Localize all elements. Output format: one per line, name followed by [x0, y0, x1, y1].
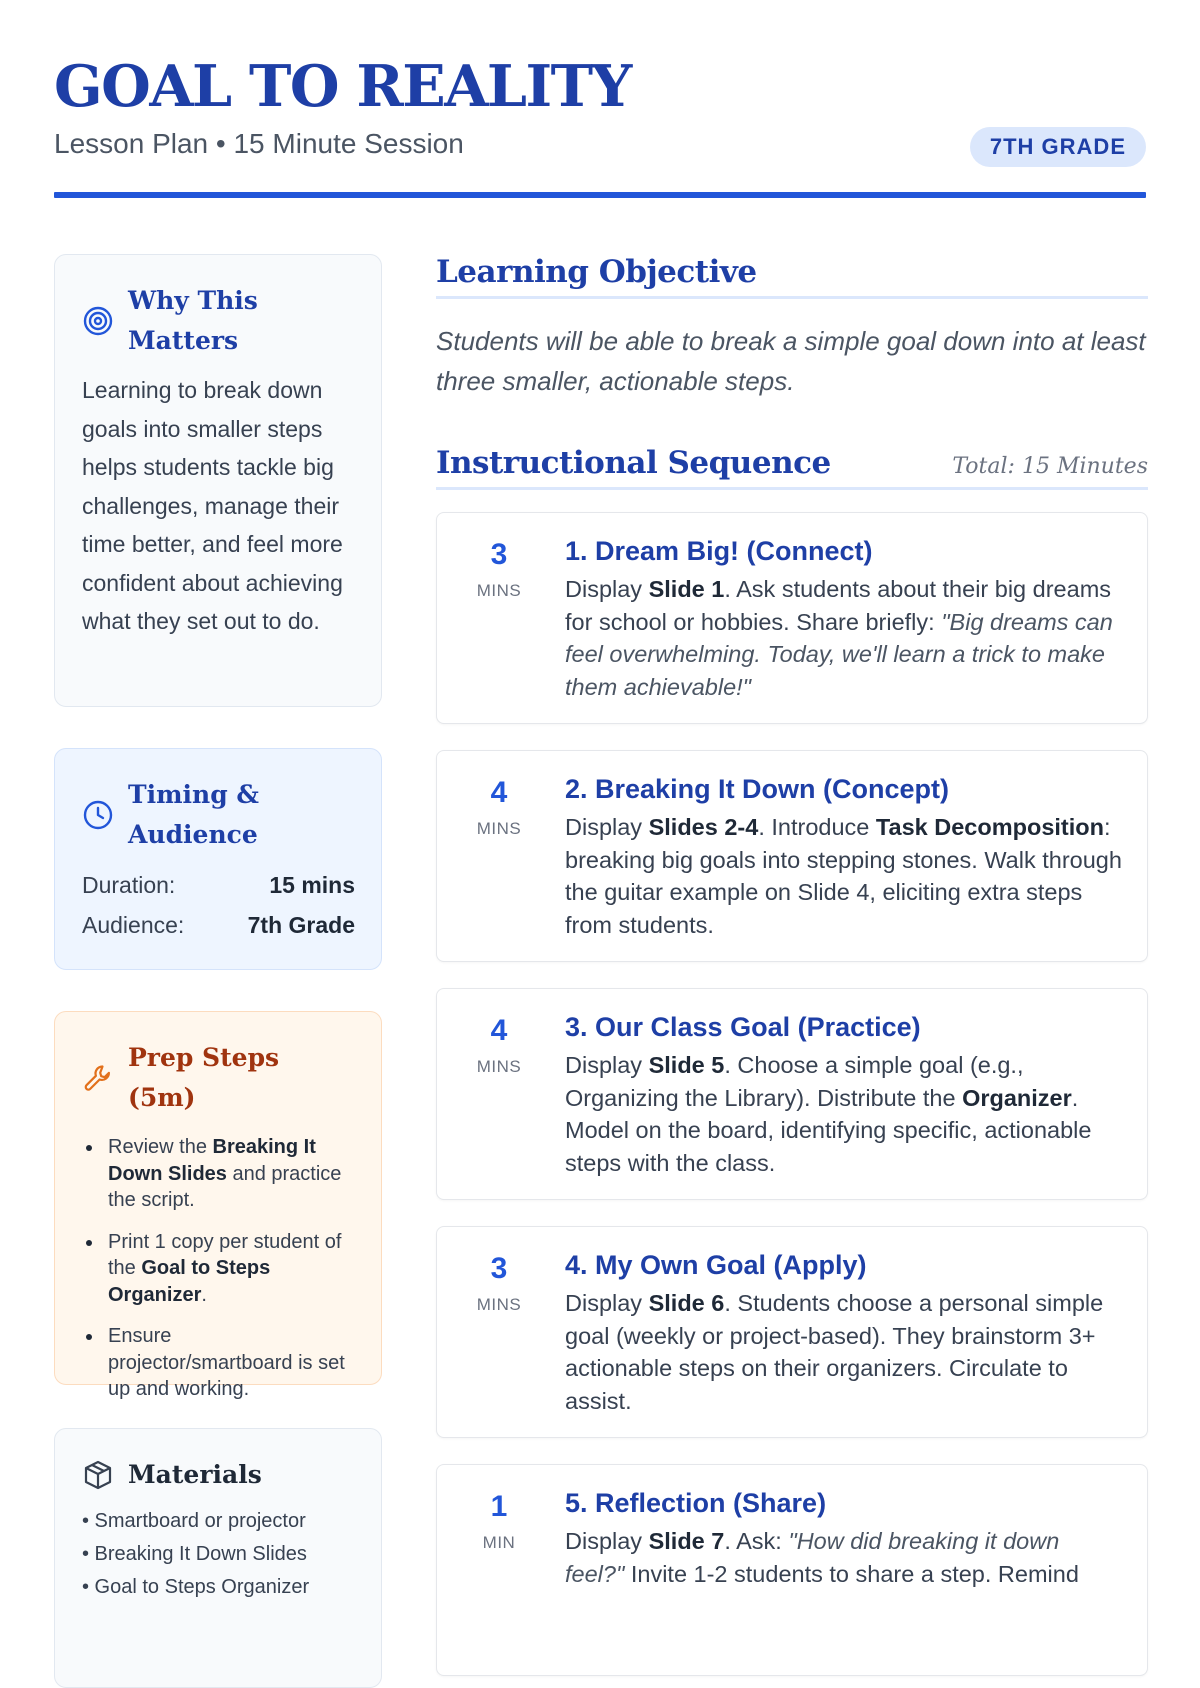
objective-title: Learning Objective	[436, 254, 757, 290]
step-content	[565, 1009, 1123, 1179]
prep-list	[82, 1134, 355, 1403]
step-card	[436, 1464, 1148, 1676]
step-card	[436, 512, 1148, 724]
objective-text: Students will be able to break a simple goal down into at least three smaller, actionable steps.	[436, 326, 1146, 396]
card-title: Timing & Audience	[128, 780, 259, 849]
card-header	[82, 775, 355, 855]
step-title: 2. Breaking It Down (Concept)	[565, 774, 950, 804]
card-header	[82, 1455, 355, 1495]
step-unit: MINS	[476, 1057, 522, 1076]
step-title: 3. Our Class Goal (Practice)	[565, 1012, 921, 1042]
step-card	[436, 1226, 1148, 1438]
list-item: Print 1 copy per student of the Goal to Steps Organizer.	[82, 1229, 355, 1309]
step-unit: MINS	[476, 581, 522, 600]
step-duration	[437, 1489, 561, 1553]
step-unit: MINS	[476, 1295, 522, 1314]
target-icon	[82, 305, 114, 337]
card-title: Materials	[128, 1460, 262, 1489]
step-content	[565, 1485, 1123, 1590]
step-minutes: 3	[490, 1252, 508, 1285]
step-duration	[437, 537, 561, 601]
step-description: Display Slides 2-4. Introduce Task Decomposition: breaking big goals into stepping stones. Walk through the guitar example on Slide 4, eliciting extra steps from students.	[565, 814, 1122, 938]
timing-rows	[82, 865, 355, 945]
duration-row	[82, 865, 355, 905]
header-divider	[54, 192, 1146, 198]
card-title: Prep Steps (5m)	[128, 1043, 280, 1112]
why-this-matters-card	[54, 254, 382, 707]
step-card	[436, 750, 1148, 962]
step-duration	[437, 775, 561, 839]
step-content	[565, 533, 1123, 703]
objective-header	[436, 254, 1148, 299]
box-icon	[82, 1459, 114, 1491]
step-duration	[437, 1013, 561, 1077]
timing-audience-card	[54, 748, 382, 970]
document-header	[54, 53, 1146, 201]
list-item: Ensure projector/smartboard is set up and working.	[82, 1323, 355, 1403]
wrench-icon	[82, 1062, 114, 1094]
list-item: • Goal to Steps Organizer	[82, 1576, 310, 1598]
sequence-title: Instructional Sequence	[436, 445, 831, 481]
step-minutes: 1	[490, 1490, 508, 1523]
materials-list	[82, 1505, 355, 1604]
sequence-header	[436, 445, 1148, 490]
grade-badge: 7TH GRADE	[970, 127, 1146, 167]
list-item: • Breaking It Down Slides	[82, 1543, 307, 1565]
step-minutes: 4	[490, 1014, 508, 1047]
step-description: Display Slide 1. Ask students about their big dreams for school or hobbies. Share briefly: "Big dreams can feel overwhelming. Today, we'll learn a trick to make them achievable!"	[565, 576, 1113, 700]
audience-value: 7th Grade	[247, 912, 355, 938]
step-description: Display Slide 6. Students choose a personal simple goal (weekly or project-based). They brainstorm 3+ actionable steps on their organizers. Circulate to assist.	[565, 1290, 1104, 1414]
audience-label: Audience:	[82, 912, 185, 938]
step-description: Display Slide 5. Choose a simple goal (e.g., Organizing the Library). Distribute the Organizer. Model on the board, identifying specific, actionable steps with the class.	[565, 1052, 1092, 1176]
materials-card	[54, 1428, 382, 1688]
card-header	[82, 281, 355, 361]
clock-icon	[82, 799, 114, 831]
step-unit: MIN	[482, 1533, 516, 1552]
card-title: Why This Matters	[128, 286, 258, 355]
list-item: Review the Breaking It Down Slides and practice the script.	[82, 1134, 355, 1214]
step-title: 1. Dream Big! (Connect)	[565, 536, 873, 566]
list-item: • Smartboard or projector	[82, 1510, 306, 1532]
total-time-label: Total: 15 Minutes	[952, 454, 1148, 479]
step-title: 4. My Own Goal (Apply)	[565, 1250, 867, 1280]
step-content	[565, 771, 1123, 941]
page-subtitle: Lesson Plan • 15 Minute Session	[54, 128, 464, 159]
step-minutes: 3	[490, 538, 508, 571]
main-content	[436, 254, 1148, 1587]
step-duration	[437, 1251, 561, 1315]
page-title: GOAL TO REALITY	[54, 53, 631, 120]
step-content	[565, 1247, 1123, 1417]
step-minutes: 4	[490, 776, 508, 809]
step-unit: MINS	[476, 819, 522, 838]
step-card	[436, 988, 1148, 1200]
duration-value: 15 mins	[269, 872, 355, 898]
card-header	[82, 1038, 355, 1118]
duration-label: Duration:	[82, 872, 176, 898]
step-title: 5. Reflection (Share)	[565, 1488, 827, 1518]
prep-steps-card	[54, 1011, 382, 1400]
why-body-text: Learning to break down goals into smaller steps helps students tackle big challenges, manage their time better, and feel more confident about achieving what they set out to do.	[82, 377, 343, 634]
step-description: Display Slide 7. Ask: "How did breaking it down feel?" Invite 1-2 students to share a step. Remind	[565, 1528, 1079, 1587]
audience-row	[82, 905, 355, 945]
